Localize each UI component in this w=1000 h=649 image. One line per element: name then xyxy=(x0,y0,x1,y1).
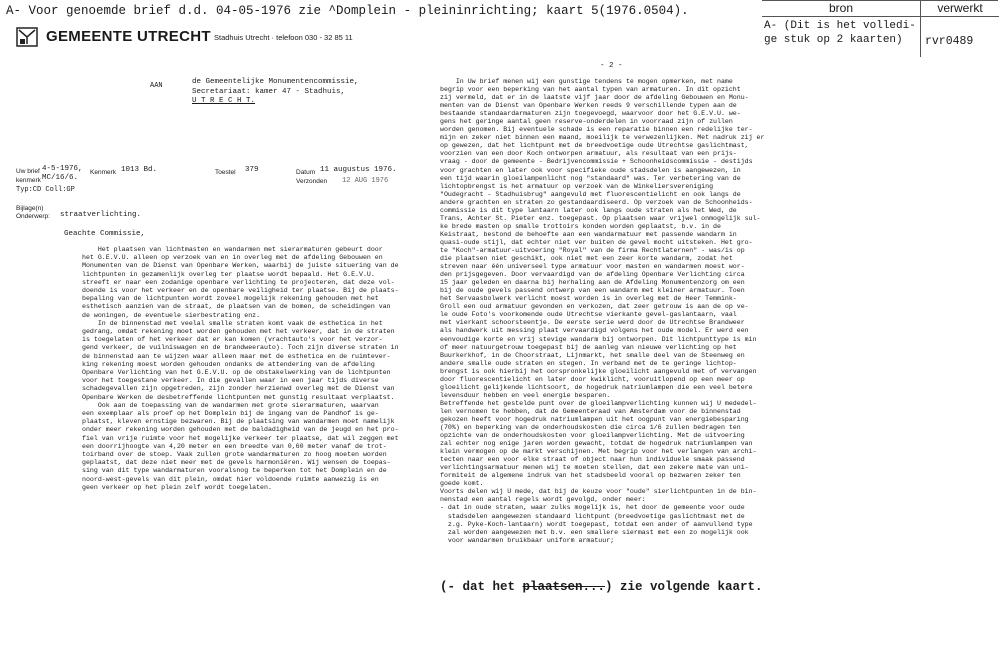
closing-struck: plaatsen... xyxy=(522,580,606,594)
datum-value: 11 augustus 1976. xyxy=(320,166,397,174)
right-column-text: In Uw brief menen wij een gunstige tendens te mogen opmerken, met name begrip voor een beperking van het aantal typen van armaturen. In dit opzicht zij vermeld, dat er in de laatste vijf jaar door de afdeling Gebouwen en Monu- menten van de Dienst van Openbare Werken reeds 9 verschillende typen aan de bestaande standaardarmaturen zijn toegevoegd, waarvoor door het G.E.V.U. we- gens het geringe aantal geen reserve-onderdelen in voorraad zijn of zullen worden genomen. Bij eventuele schade is een reparatie binnen een redelijke ter- mijn en zeker niet binnen een maand, moeilijk te verwezenlijken. Met nadruk zij er op gewezen, dat het lichtpunt met de breedvoetige oude Utrechtse gaslichtmast, voorzien van een door Koch ontworpen armatuur, als resultaat van een prijs- vraag - door de gemeente - Bedrijvencommissie + Schoonheidscommissie - destijds voor grachten en later ook voor specifieke oude stadsdelen is aangewezen, in een tijd waarin gloeilampenlicht nog "standaard" was. Ter verbetering van de lichtopbrengst is het armatuur op verzoek van de Winkeliersvereniging "Oudegracht - Stadhuisbrug" aangevuld met fluorescentielicht en ook langs de andere grachten en straten zo gestandaardiseerd. Op verzoek van de Schoonheids- commissie is dit type lantaarn later ook langs oude straten als het Wed, de Trans, Achter St. Pieter enz. toegepast. Op plaatsen waar vrijwel onmogelijk sul- ke brede masten op smalle trottoirs konden worden geplaatst, b.v. in de Keistraat, bestond de behoefte aan een wandarmatuur met passende wandarm in quasi-oude stijl, dat echter niet ver buiten de gevel mocht uitsteken. Het gro- te "Koch"-armatuur-uitvoering "Royal" van de firma Rechtlaternen" - was/is op die plaatsen niet geschikt, ook niet met een zeer korte wandarm, zodat het streven naar één universeel type armatuur voor masten en wandarmen moest wor- den prijsgegeven. Door vervaardigd van de afdeling Openbare Verlichting circa 15 jaar geleden en daarna bij herhaling aan de Afdeling Monumentenzorg om een bij de oude gevels passend ontwerp van een wandarm met kleiner armatuur. Toen het Servaasbolwerk verlicht moest worden is in overleg met de Heer Temmink- Groll een oud armatuur gevonden en verkozen, dat zeer getrouw is aan de op ve- le oude Foto's voorkomende oude Utrechtse vierkante gevel-gaslantaarn, vaal met vierkant schoorsteentje. De eerste serie werd door de Utrechtse Brandweer als handwerk uit messing plaat vervaardigd volgens het oude model. Er werd een eenvoudige korte en vrij stevige wandarm bij ontworpen. Dit lichtpunttype is min of meer natuurgetrouw toegepast bij de aanleg van nieuwe verlichting op het Buurkerkhof, in de Choorstraat, Lijnmarkt, het smalle deel van de Steenweg en andere smalle oude straten en stegen. In verband met de te geringe lichtop- brengst is ook hierbij het oorspronkelijke gloeilicht aangevuld met of vervangen door fluorescentielicht en later door kwiklicht, vooruitlopend op een meer op gloeilicht gelijkende lichtsoort, de hogedruk natriumlampen die een veel betere levensduur hebben en veel energie besparen. Betreffende het gestelde punt over de gloeilampverlichting kunnen wij U mededel- len vernomen te hebben, dat de Gemeenteraad van Amsterdam voor de binnenstad gekozen heeft voor hogedruk natriumlampen uit het oogpunt van energiebesparing (70%) en beperking van de onderhoudskosten die circa 1/6 zullen bedragen ten opzichte van de onderhoudskosten voor gloeilampverlichting. Met de uitvoering zal echter nog enige jaren worden gewacht, totdat de hogedruk natriumlampen van klein vermogen op de markt verschijnen. Met begrip voor het verlangen van archi- tecten naar een voor elke straat of object naar hun individuele smaak passend verlichtingsarmatuur menen wij te moeten stellen, dat een zekere mate van uni- formiteit de algemene indruk van het stadsbeeld vooral op bezwaren zeker ten goede komt. Voorts delen wij U mede, dat bij de keuze voor "oude" sierlichtpunten in de bin- nenstad een aantal regels wordt gevolgd, onder meer: - dat in oude straten, waar zulks mogelijk is, het door de gemeente voor oude stadsdelen aangewezen standaard lichtpunt (breedvoetige gaslichtmast met de z.g. Pyke-Koch-lantaarn) wordt toegepast, totdat een ander of aanvullend type zal worden aangewezen met b.v. een smallere siermast met een zo mogelijk ook voor wandarmen bruikbaar uniform armatuur; xyxy=(440,78,765,544)
paragraph: Het plaatsen van lichtmasten en wandarmen met sierarmaturen gebeurt door het G.E.V.U. alleen op verzoek van en in overleg met de afdeling Gebouwen en Monumenten van de Dienst van Openbare Werken, waarbij de juiste situering van de lichtpunten in gezamenlijk overleg ter plaatse wordt bepaald. Het G.E.V.U. streeft er naar een zodanige openbare verlichting te projecteren, dat deze vol- doende is voor het verkeer en de openbare veiligheid ter plaatse. Bij de plaats- bepaling van de lichtpunten wordt zoveel mogelijk rekening gehouden met het esthetisch aanzien van de straat, de plaatsen van de bomen, de scheidingen van de woningen, de eventuele sierbestrating enz. xyxy=(82,246,399,319)
closing-line xyxy=(440,580,763,594)
recipient-line: U T R E C H T. xyxy=(192,97,256,105)
kenmerk2-value: 1013 Bd. xyxy=(121,166,158,174)
toestel-value: 379 xyxy=(245,166,259,174)
city-crest-icon xyxy=(16,27,38,47)
verzonden-label: Verzonden xyxy=(296,178,328,185)
closing-suffix: ) zie volgende kaart. xyxy=(605,580,763,594)
kenmerk-label: kenmerk xyxy=(16,177,41,184)
uw-brief-value: 4-5-1976, xyxy=(42,165,83,173)
paragraph: Ook aan de toepassing van de wandarmen met grote sierarmaturen, waarvan een exemplaar als proef op het Domplein bij de ingang van de Pandhof is ge- plaatst, kleven ernstige bezwaren. Bij de plaatsing van wandarmen moet namelijk onder meer rekening worden gehouden met de baldadigheid van de jeugd en het pro- fiel van vrije ruimte voor het mogelijke verkeer ter plaatse, dat wil zeggen met een doorrijhoogte van 4,20 meter en een breedte van 0,60 meter vanaf de trot- toirband over de stoep. Vaak zullen grote wandarmaturen zo hoog moeten worden geplaatst, dat deze niet meer met de gevels harmoniëren. Wij wensen de toepas- sing van dit type wandarmaturen vooralsnog te beperken tot het Domplein en de noord-west-gevels van dit plein, omdat hier voldoende ruimte aanwezig is en geen verkeer op het plein zelf wordt toegelaten. xyxy=(82,401,399,491)
typ-line: Typ:CD Coll:GP xyxy=(16,186,75,194)
verwerkt-label: verwerkt xyxy=(920,1,999,17)
organization-address: Stadhuis Utrecht · telefoon 030 - 32 85 11 xyxy=(214,33,353,42)
salutation: Geachte Commissie, xyxy=(64,230,146,238)
reference-box xyxy=(762,0,998,57)
datum-label: Datum xyxy=(296,169,316,176)
kenmerk-value: MC/16/6. xyxy=(42,174,79,182)
header-annotation: A- Voor genoemde brief d.d. 04-05-1976 zie ^Domplein - pleininrichting; kaart 5(1976.0504). xyxy=(6,4,689,18)
page-number: - 2 - xyxy=(600,62,623,70)
paragraph: In de binnenstad met veelal smalle straten komt vaak de esthetica in het gedrang, omdat rekening moet worden gehouden met het verkeer, dat in de straten is toegelaten of het verkeer dat er kan komen (vrachtauto's voor het verzor- gend verkeer, de vuilniswagen en de brandweerauto). Toch zijn diverse straten in de binnenstad aan te wijzen waar alleen maar met de esthetica en de ruimtever- king rekening moest worden gehouden ondanks de attendering van de afdeling Openbare Verlichting van het G.E.V.U. op de obstakelwerking van de lichtpunten voor het toegestane verkeer. In die gevallen waar in een jaar tijds diverse schadegevallen zijn opgetreden, zijn zonder herzienwd overleg met de Dienst van Openbare Werken de desbetreffende lichtpunten met gunstig resultaat verplaatst. xyxy=(82,319,399,401)
reference-note: A- (Dit is het volledi-ge stuk op 2 kaarten) xyxy=(764,20,916,46)
bron-label: bron xyxy=(762,1,920,17)
aan-label: AAN xyxy=(150,82,163,90)
reference-code: rvr0489 xyxy=(925,35,974,48)
onderwerp-label: Onderwerp: xyxy=(16,213,50,220)
recipient-line: Secretariaat: kamer 47 - Stadhuis, xyxy=(192,87,346,96)
recipient-address xyxy=(192,78,359,107)
closing-prefix: (- dat het xyxy=(440,580,523,594)
bijlage-label: Bijlage(n) xyxy=(16,205,44,212)
recipient-line: de Gemeentelijke Monumentencommissie, xyxy=(192,78,359,86)
verzonden-stamp: 12 AUG 1976 xyxy=(342,177,389,185)
organization-name: GEMEENTE UTRECHT xyxy=(46,28,211,45)
box-divider xyxy=(920,16,921,57)
uw-brief-label: Uw brief xyxy=(16,168,40,175)
toestel-label: Toestel xyxy=(215,169,236,176)
left-column-text xyxy=(82,246,399,492)
onderwerp-value: straatverlichting. xyxy=(60,211,142,219)
kenmerk2-label: Kenmerk xyxy=(90,169,117,176)
